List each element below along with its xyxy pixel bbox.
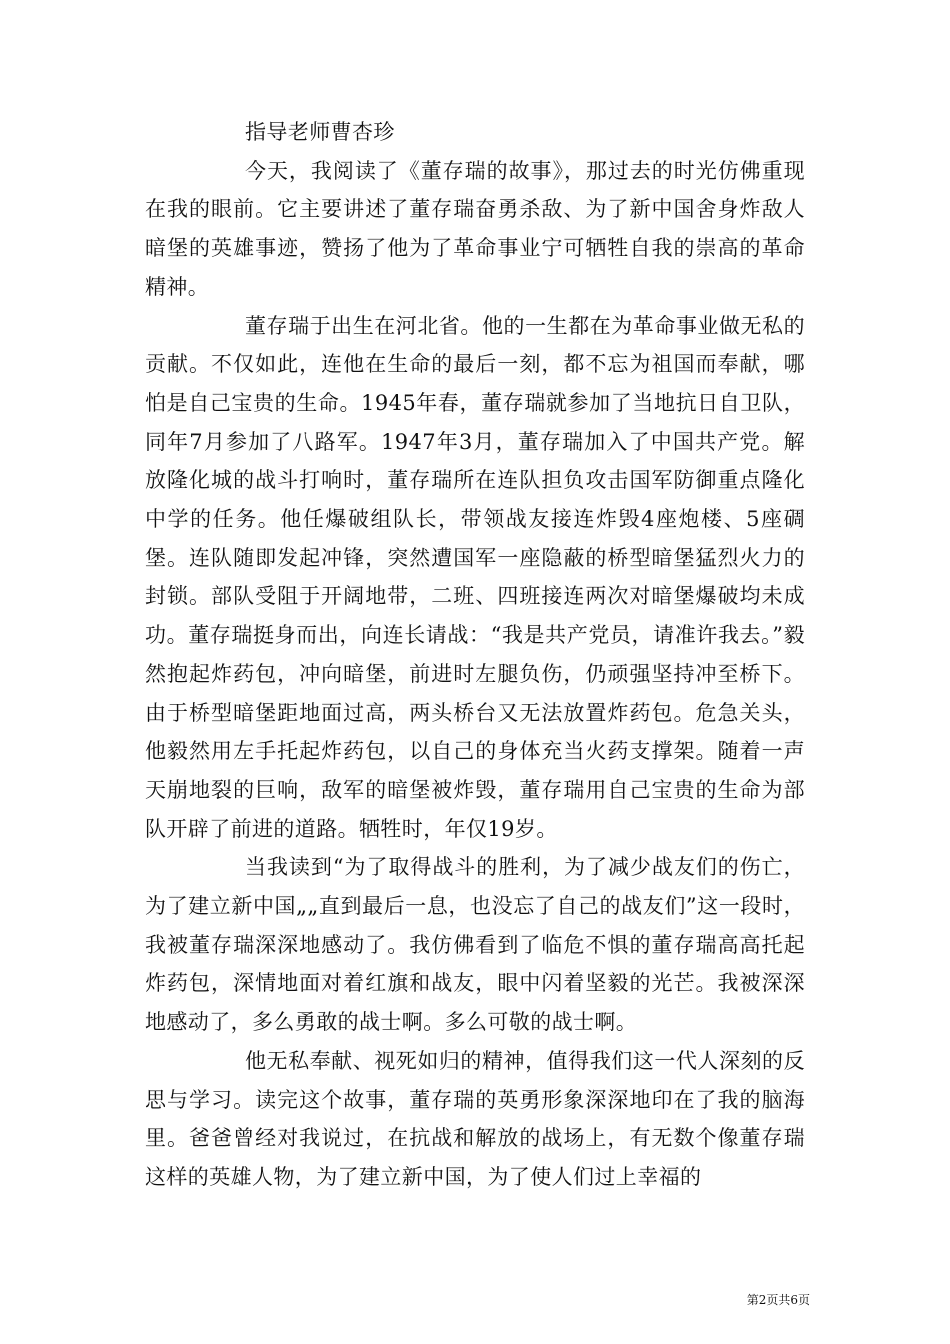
paragraph-biography: 董存瑞于出生在河北省。他的一生都在为革命事业做无私的贡献。不仅如此，连他在生命的最后一刻，都不忘为祖国而奉献，哪怕是自己宝贵的生命。1945年春，董存瑞就参加了当地抗日自卫队，同年7月参加了八路军。1947年3月，董存瑞加入了中国共产党。解放隆化城的战斗打响时，董存瑞所在连队担负攻击国军防御重点隆化中学的任务。他任爆破组队长，带领战友接连炸毁4座炮楼、5座碉堡。连队随即发起冲锋，突然遭国军一座隐蔽的桥型暗堡猛烈火力的封锁。部队受阻于开阔地带，二班、四班接连两次对暗堡爆破均未成功。董存瑞挺身而出，向连长请战：“我是共产党员，请准许我去。”毅然抱起炸药包，冲向暗堡，前进时左腿负伤，仍顽强坚持冲至桥下。由于桥型暗堡距地面过高，两头桥台又无法放置炸药包。危急关头，他毅然用左手托起炸药包，以自己的身体充当火药支撑架。随着一声天崩地裂的巨响，敌军的暗堡被炸毁，董存瑞用自己宝贵的生命为部队开辟了前进的道路。牺牲时，年仅19岁。 xyxy=(145,313,805,841)
paragraph-reflection: 当我读到“为了取得战斗的胜利，为了减少战友们的伤亡，为了建立新中国„„直到最后一息，也没忘了自己的战友们”这一段时，我被董存瑞深深地感动了。我仿佛看到了临危不惧的董存瑞高高托起炸药包，深情地面对着红旗和战友，眼中闪着坚毅的光芒。我被深深地感动了，多么勇敢的战士啊。多么可敬的战士啊。 xyxy=(145,855,805,1035)
author-line: 指导老师曹杏珍 xyxy=(245,120,395,144)
paragraph-intro: 今天，我阅读了《董存瑞的故事》，那过去的时光仿佛重现在我的眼前。它主要讲述了董存瑞奋勇杀敌、为了新中国舍身炸敌人暗堡的英雄事迹，赞扬了他为了革命事业宁可牺牲自我的崇高的革命精神。 xyxy=(145,158,805,299)
document-body xyxy=(145,113,805,1197)
page-number-footer: 第2页共6页 xyxy=(746,1293,810,1307)
paragraph-lesson: 他无私奉献、视死如归的精神，值得我们这一代人深刻的反思与学习。读完这个故事，董存瑞的英勇形象深深地印在了我的脑海里。爸爸曾经对我说过，在抗战和解放的战场上，有无数个像董存瑞这样的英雄人物，为了建立新中国，为了使人们过上幸福的 xyxy=(145,1048,805,1189)
